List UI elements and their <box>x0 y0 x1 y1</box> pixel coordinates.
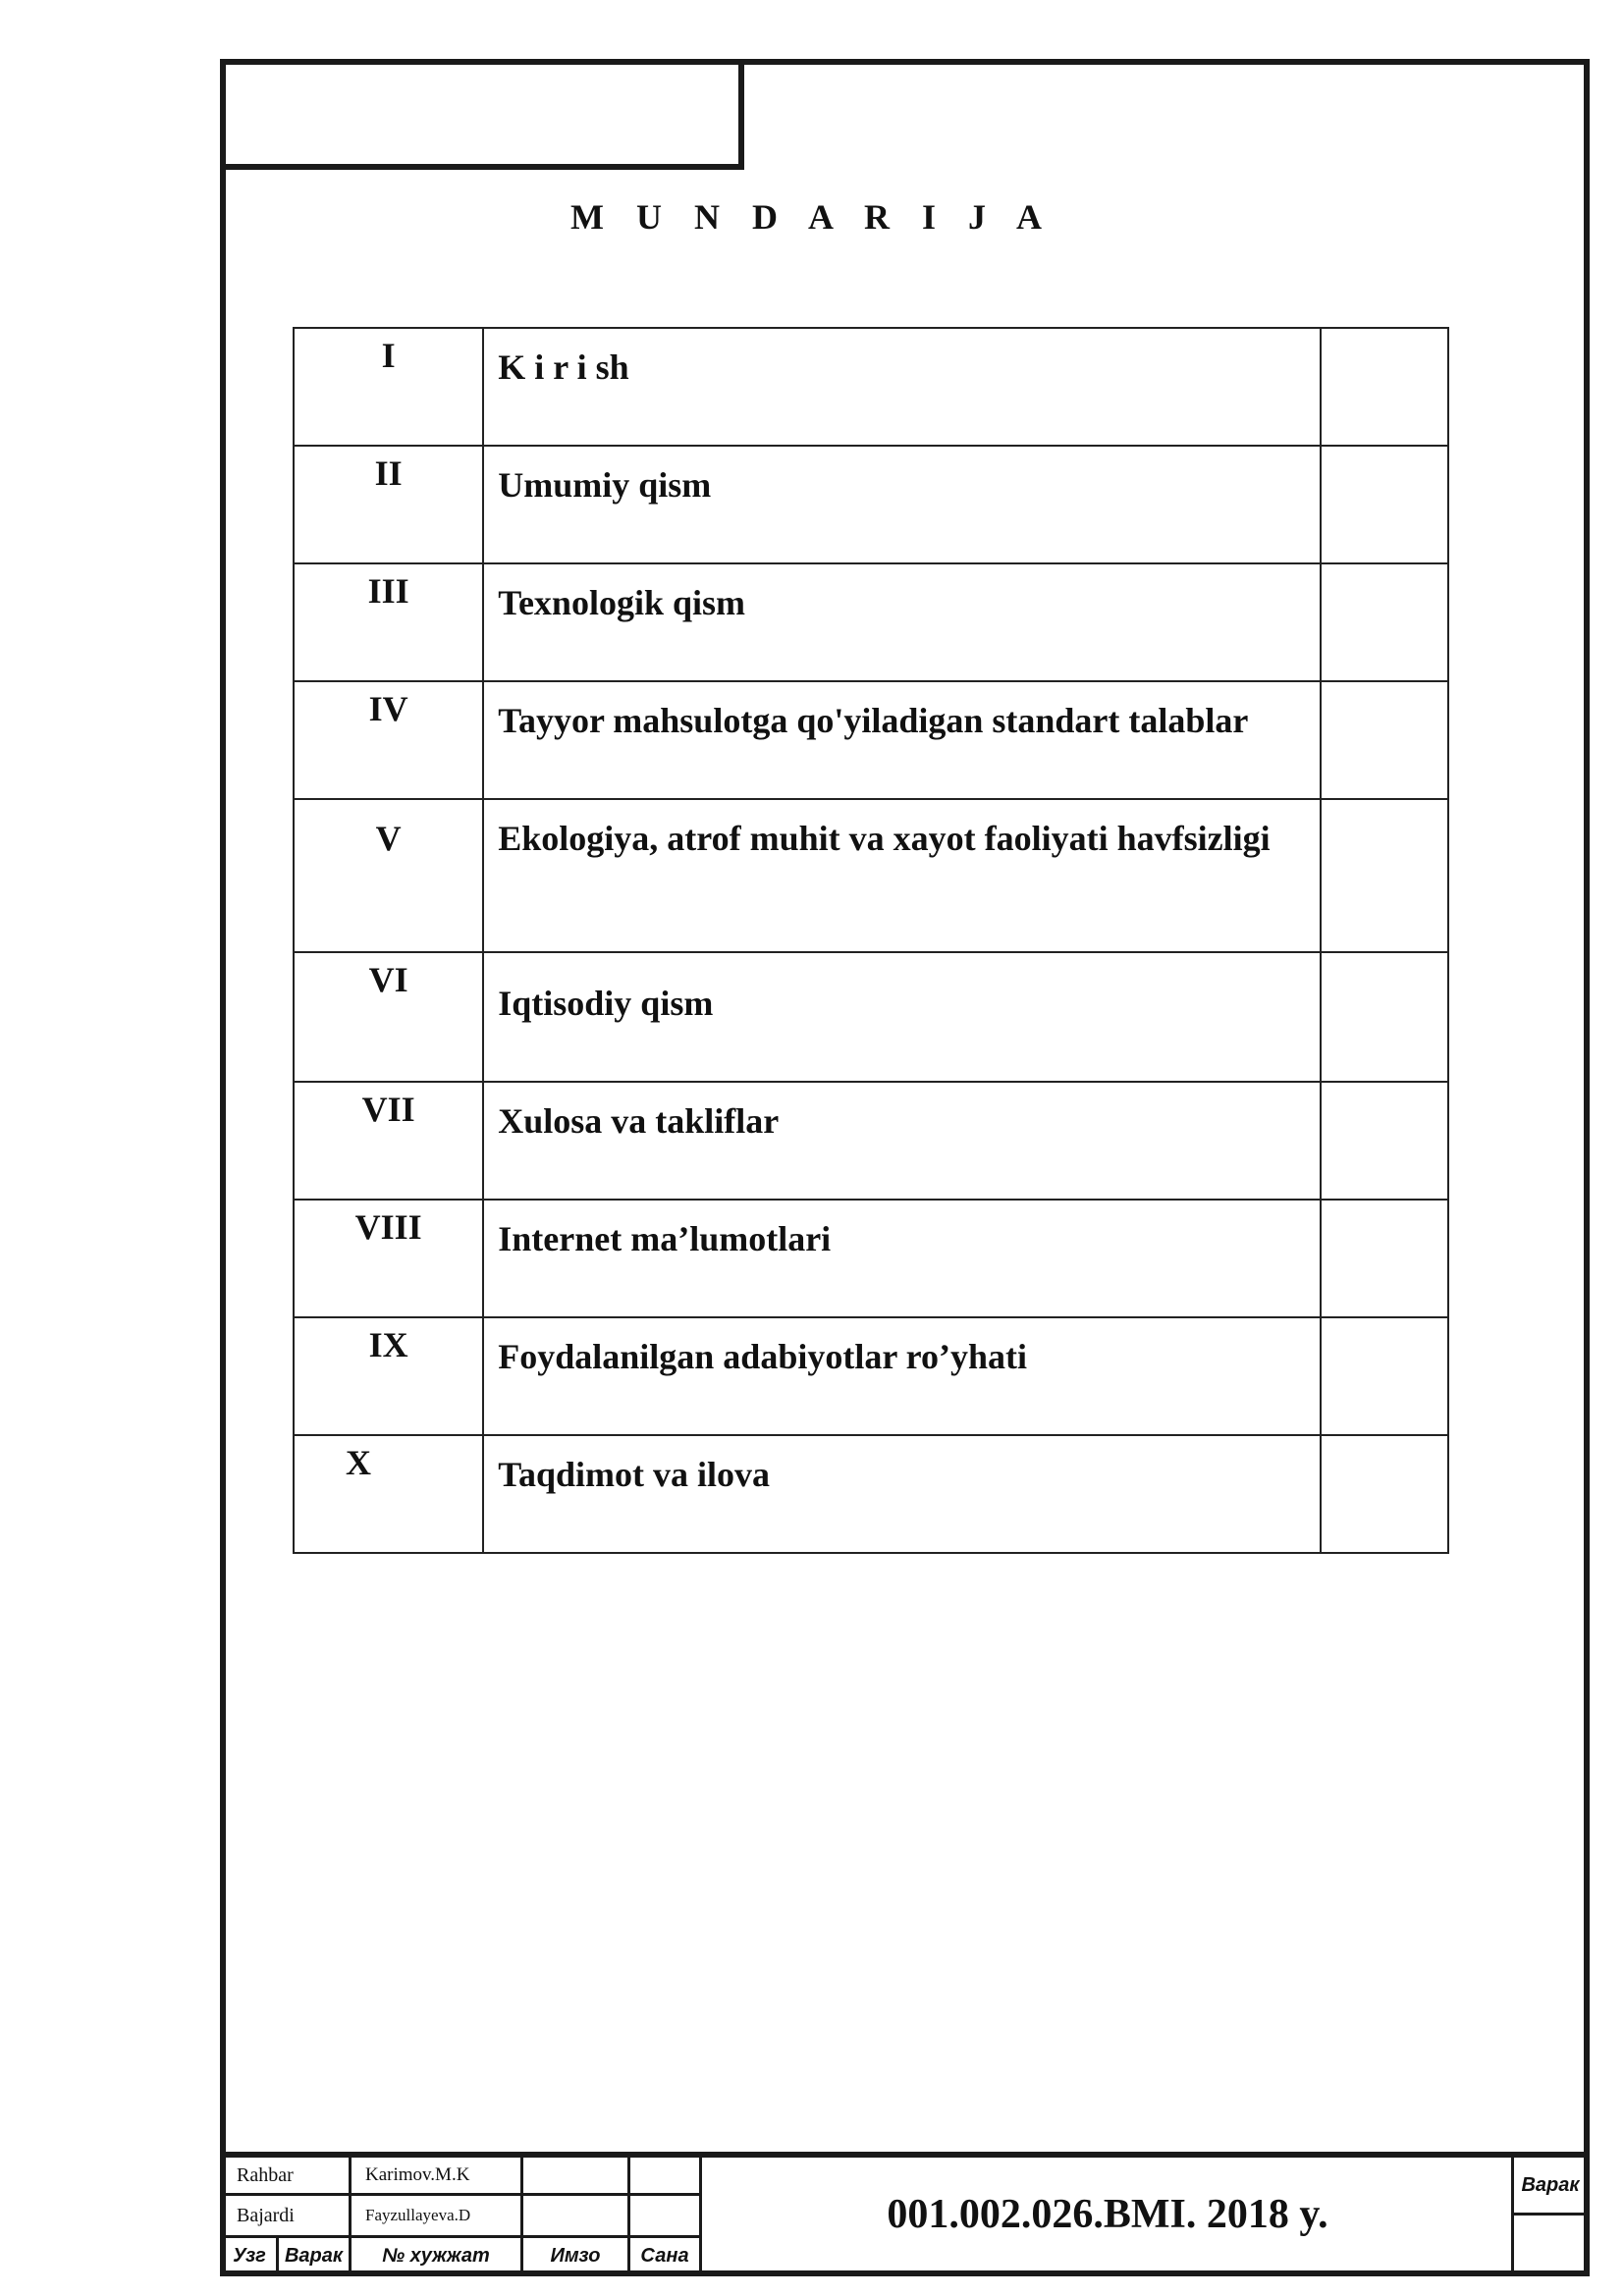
section-number: I <box>294 328 483 446</box>
rahbar-name: Karimov.M.K <box>349 2155 523 2196</box>
table-row <box>294 446 1448 563</box>
section-number: VI <box>294 952 483 1082</box>
page-cell <box>1321 1435 1448 1553</box>
table-row <box>294 1200 1448 1317</box>
section-title: Internet ma’lumotlari <box>483 1200 1321 1317</box>
rahbar-label: Rahbar <box>220 2155 352 2196</box>
table-row <box>294 328 1448 446</box>
rahbar-signature-cell <box>520 2155 630 2196</box>
col-header-uzg: Узг <box>220 2235 279 2276</box>
col-header-varak: Варак <box>276 2235 352 2276</box>
section-title: Tayyor mahsulotga qo'yiladigan standart talablar <box>483 681 1321 799</box>
page-cell <box>1321 446 1448 563</box>
bajardi-name: Fayzullayeva.D <box>349 2193 523 2238</box>
bajardi-label: Bajardi <box>220 2193 352 2238</box>
section-number: V <box>294 799 483 952</box>
page-cell <box>1321 328 1448 446</box>
page-cell <box>1321 681 1448 799</box>
bajardi-signature-cell <box>520 2193 630 2238</box>
table-row <box>294 952 1448 1082</box>
table-row <box>294 1317 1448 1435</box>
page-cell <box>1321 1082 1448 1200</box>
section-number: VII <box>294 1082 483 1200</box>
table-row <box>294 563 1448 681</box>
top-left-stamp-box <box>220 59 744 170</box>
table-row <box>294 1082 1448 1200</box>
col-header-sana: Сана <box>627 2235 702 2276</box>
section-title: Xulosa va takliflar <box>483 1082 1321 1200</box>
page-cell <box>1321 799 1448 952</box>
section-number: IV <box>294 681 483 799</box>
page-cell <box>1321 1200 1448 1317</box>
page-cell <box>1321 952 1448 1082</box>
sheet-number-cell <box>1511 2213 1590 2276</box>
sheet-label: Варак <box>1511 2155 1590 2216</box>
section-number: II <box>294 446 483 563</box>
section-title: Texnologik qism <box>483 563 1321 681</box>
section-number: IX <box>294 1317 483 1435</box>
col-header-hujjat: № хужжат <box>349 2235 523 2276</box>
section-number: X <box>294 1435 483 1553</box>
section-title: Umumiy qism <box>483 446 1321 563</box>
section-title: Ekologiya, atrof muhit va xayot faoliyati havfsizligi <box>483 799 1321 952</box>
section-number: VIII <box>294 1200 483 1317</box>
table-row <box>294 799 1448 952</box>
section-title: Foydalanilgan adabiyotlar ro’yhati <box>483 1317 1321 1435</box>
contents-table <box>293 327 1449 1554</box>
bajardi-date-cell <box>627 2193 702 2238</box>
document-code: 001.002.026.BMI. 2018 y. <box>887 2191 1328 2237</box>
section-title: Taqdimot va ilova <box>483 1435 1321 1553</box>
table-row <box>294 681 1448 799</box>
page-cell <box>1321 1317 1448 1435</box>
page-cell <box>1321 563 1448 681</box>
table-row <box>294 1435 1448 1553</box>
page-title: M U N D A R I J A <box>569 197 1055 237</box>
section-title: K i r i sh <box>483 328 1321 446</box>
section-title: Iqtisodiy qism <box>483 952 1321 1082</box>
rahbar-date-cell <box>627 2155 702 2196</box>
col-header-imzo: Имзо <box>520 2235 630 2276</box>
section-number: III <box>294 563 483 681</box>
